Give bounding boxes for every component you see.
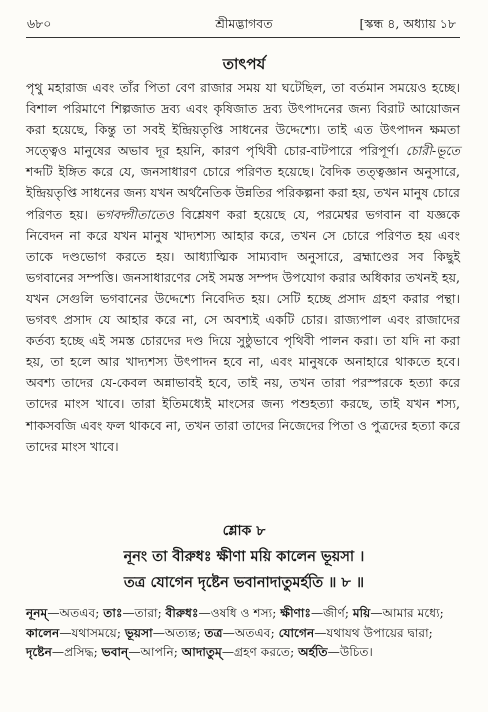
purport-text-part: শব্দটি ইঙ্গিত করে যে, জনসাধারণ চোরে পরিণত হয়েছে। বৈদিক তত্ত্বজ্ঞান অনুসারে, ইন্দ্রিয়তৃপ্তি সাধনের জন্য যখন অর্থনৈতিক উন্নতির পরিকল্পনা করা হয়, তখন মানুষ চোরে পরিণত হয়। — [26, 164, 460, 222]
synonym-word: তত্র — [204, 625, 223, 640]
synonym-meaning: ওষধি ও শস্য — [210, 606, 273, 620]
synonym-meaning: উচিত — [339, 645, 369, 659]
synonym-meaning: আমার মধ্যে — [382, 606, 440, 620]
synonym-word: ভবান্ — [101, 645, 129, 659]
word-for-word-synonyms: নূনম্—অতএব; তাঃ—তারা; বীরুধঃ—ওষধি ও শস্য; ক্ষীণাঃ—জীর্ণ; ময়ি—আমার মধ্যে; কালেন—যথাসময়ে; ভূয়সা—অত্যন্ত; তত্র—অতএব; যোগেন—যথাযথ উপায়ের দ্বারা; দৃষ্টেন—প্রসিদ্ধ; ভবান্—আপনি; আদাতুম্—গ্রহণ করতে; অর্হতি—উচিত। — [26, 606, 444, 659]
synonym-word: কালেন — [26, 625, 60, 640]
purport-text — [26, 77, 460, 457]
synonym-meaning: অতএব — [59, 606, 96, 620]
header-rule — [26, 37, 460, 38]
synonym-word: ভূয়সা — [124, 625, 153, 640]
synonym-word: দৃষ্টেন — [26, 645, 52, 659]
synonym-meaning: অত্যন্ত — [164, 625, 197, 640]
synonym-word: ময়ি — [352, 606, 371, 620]
book-title: শ্রীমদ্ভাগবত — [215, 16, 273, 31]
synonym-word: অর্হতি — [298, 645, 328, 659]
synonym-word: নূনম্ — [26, 606, 48, 620]
synonym-meaning: তারা — [134, 606, 158, 620]
purport-italic-term: ভগবদ্গীতাতেও — [95, 206, 174, 222]
running-header — [0, 12, 488, 36]
synonym-meaning: যথাসময়ে — [71, 625, 117, 640]
synonym-word: ক্ষীণাঃ — [280, 606, 311, 620]
synonym-word: যোগেন — [278, 625, 315, 640]
purport-italic-term: চোরী-ভূতে — [405, 143, 460, 159]
synonym-meaning: গ্রহণ করতে — [234, 645, 291, 659]
synonym-meaning: আপনি — [140, 645, 174, 659]
verse-line-1: নূনং তা বীরুধঃ ক্ষীণা ময়ি কালেন ভূয়সা । — [123, 548, 365, 565]
page-number: ৬৮০ — [27, 16, 52, 31]
synonym-word: আদাতুম্ — [181, 645, 222, 659]
synonym-meaning: অতএব — [234, 625, 271, 640]
verse-line-2: তত্র যোগেন দৃষ্টেন ভবানাদাতুমর্হতি ॥ ৮ ॥ — [123, 574, 365, 591]
purport-heading: তাৎপর্য — [222, 55, 266, 73]
synonym-word: বীরুধঃ — [165, 606, 199, 620]
synonym-meaning: জীর্ণ — [323, 606, 345, 620]
synonym-meaning: যথাযথ উপায়ের দ্বারা — [326, 625, 429, 640]
section-reference: [স্কন্ধ ৪, অধ্যায় ১৮ — [359, 16, 456, 31]
verse-number: শ্লোক ৮ — [222, 523, 266, 539]
purport-text-part: বিশ্লেষণ করা হয়েছে যে, পরমেশ্বর ভগবান বা যজ্ঞকে নিবেদন না করে যখন মানুষ খাদ্যশস্য আহার করে, তখন সে চোরে পরিণত হয় এবং তাকে দণ্ডভোগ করতে হয়। আধ্যাত্মিক সাম্যবাদ অনুসারে, ব্রহ্মাণ্ডের সব কিছুই ভগবানের সম্পত্তি। জনসাধারণের সেই সমস্ত সম্পদ উপযোগ করার অধিকার তখনই হয়, যখন সেগুলি ভগবানের উদ্দেশ্যে নিবেদিত হয়। সেটি হচ্ছে প্রসাদ গ্রহণ করার পন্থা। ভগবৎ প্রসাদ যে আহার করে না, সে অবশ্যই একটি চোর। রাজ্যপাল এবং রাজাদের কর্তব্য হচ্ছে এই সমস্ত চোরদের দণ্ড দিয়ে সুষ্ঠুভাবে পৃথিবী পালন করা। তা যদি না করা হয়, তা হলে আর খাদ্যশস্য উৎপাদন হবে না, এবং মানুষকে অনাহারে থাকতে হবে। অবশ্য তাদের যে-কেবল অন্নাভাবই হবে, তাই নয়, তখন তারা পরস্পরকে হত্যা করে তাদের মাংস খাবে। তারা ইতিমধ্যেই মাংসের জন্য পশুহত্যা করছে, তাই যখন শস্য, শাকসবজি এবং ফল থাকবে না, তখন তারা তাদের নিজেদের পিতা ও পুত্রদের হত্যা করে তাদের মাংস খাবে। — [26, 206, 460, 454]
synonym-word: তাঃ — [103, 606, 123, 620]
synonym-meaning: প্রসিদ্ধ — [64, 645, 94, 659]
purport-text-part: পৃথু মহারাজ এবং তাঁর পিতা বেণ রাজার সময় যা ঘটেছিল, তা বর্তমান সময়েও হচ্ছে। বিশাল পরিমাণে শিল্পজাত দ্রব্য এবং কৃষিজাত দ্রব্য উৎপাদনের জন্য বিরাট আয়োজন করা হয়েছে, কিন্তু তা সবই ইন্দ্রিয়তৃপ্তি সাধনের উদ্দেশ্যে। তাই এত উৎপাদন ক্ষমতা সত্ত্বেও মানুষের অভাব দূর হয়নি, কারণ পৃথিবী চোর-বাটপারে পরিপূর্ণ। — [26, 80, 460, 159]
